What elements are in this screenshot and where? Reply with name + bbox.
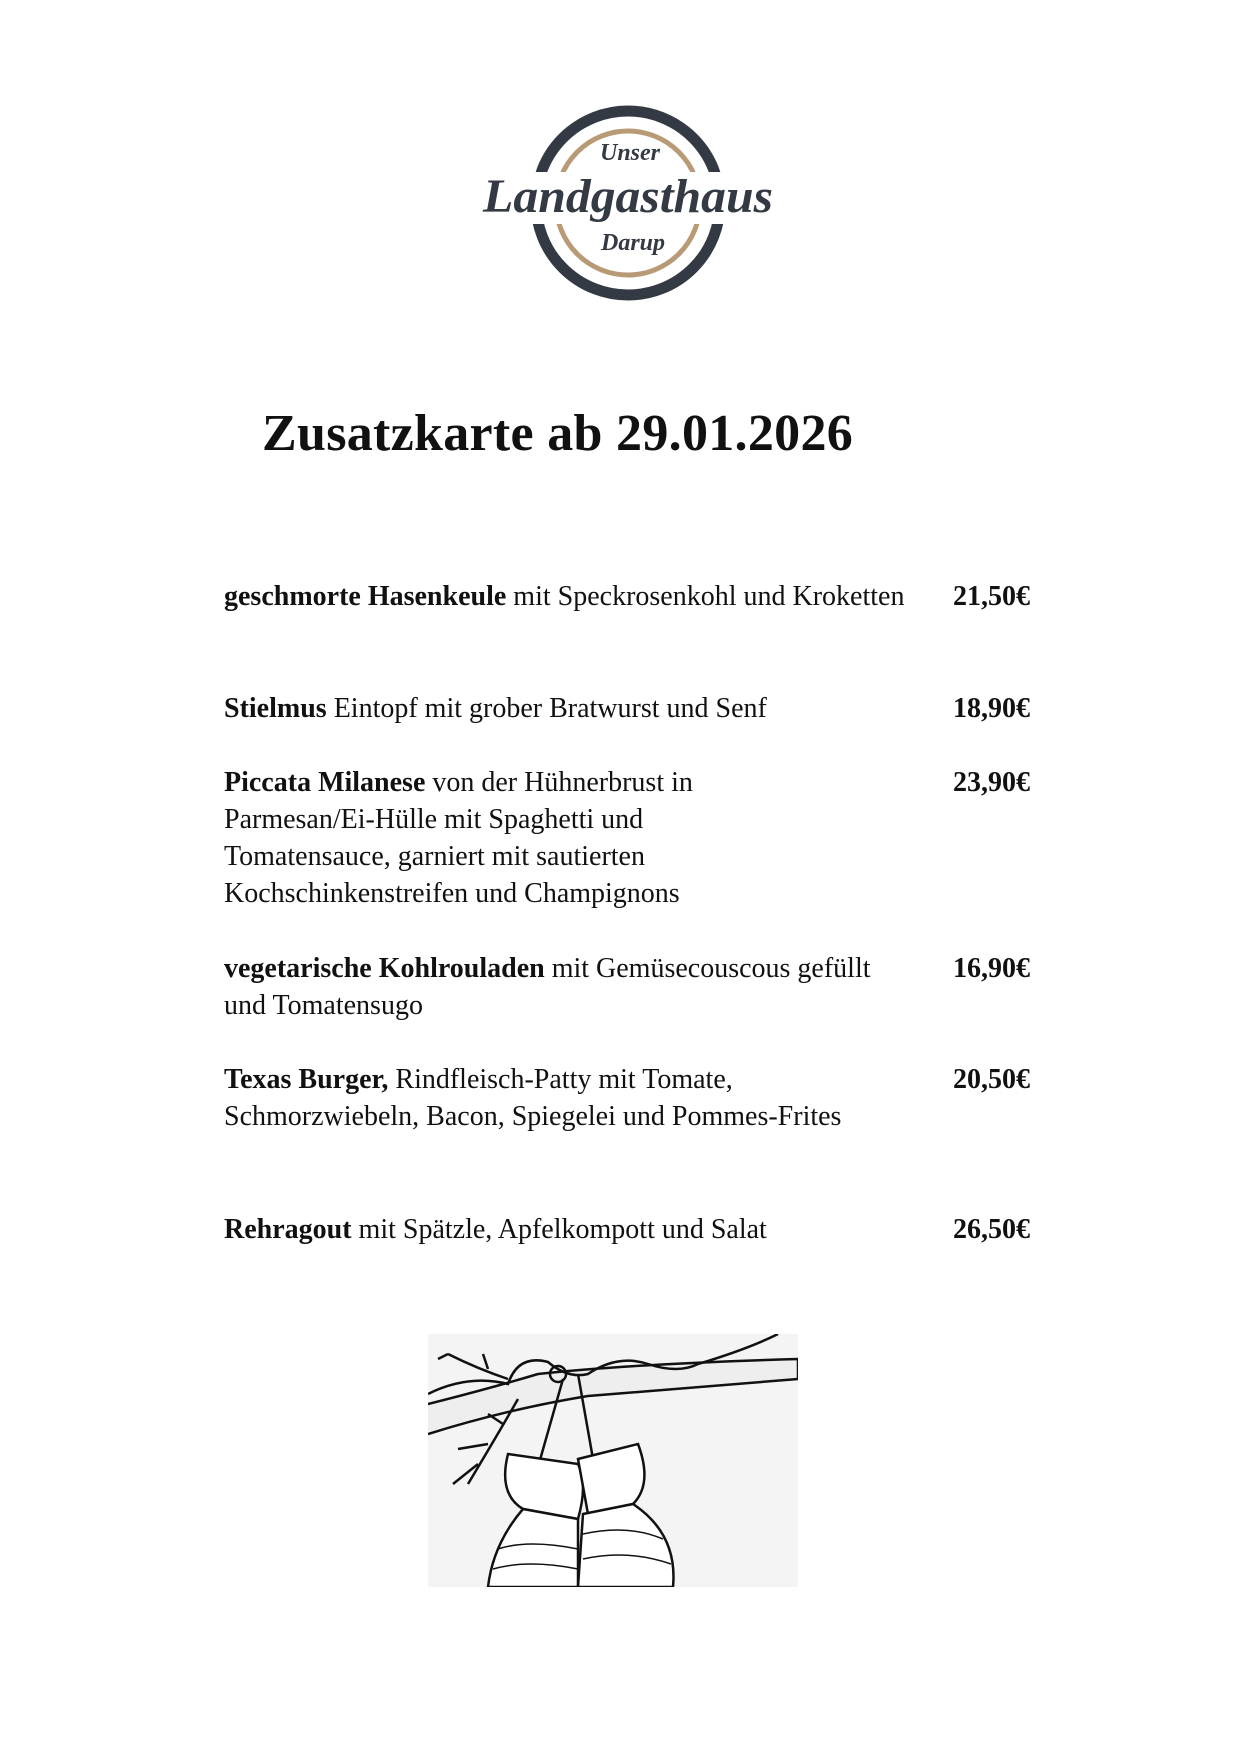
- dish-description: von der Hühnerbrust in Parmesan/Ei-Hülle mit Spaghetti und Tomatensauce, garniert mit sautierten Kochschinkenstreifen und Champignons: [224, 767, 693, 909]
- dish-name: Piccata Milanese: [224, 767, 426, 798]
- dish-name: Texas Burger,: [224, 1064, 389, 1095]
- menu-item: [224, 1211, 1030, 1248]
- svg-text:Darup: Darup: [600, 230, 666, 256]
- dish-price: 23,90€: [953, 767, 1030, 798]
- dish-price: 16,90€: [953, 953, 1030, 984]
- menu-item: [224, 1061, 1030, 1135]
- svg-text:Unser: Unser: [599, 140, 661, 166]
- svg-text:Landgasthaus: Landgasthaus: [481, 170, 773, 223]
- dish-description: Eintopf mit grober Bratwurst und Senf: [326, 693, 767, 724]
- dish-price: 18,90€: [953, 693, 1030, 724]
- dish-name: Rehragout: [224, 1214, 352, 1245]
- page-title: Zusatzkarte ab 29.01.2026: [262, 405, 854, 462]
- mittens-illustration: [428, 1334, 798, 1587]
- dish-price: 26,50€: [953, 1214, 1030, 1245]
- menu-item: [224, 690, 1030, 727]
- dish-name: Stielmus: [224, 693, 327, 724]
- dish-name: geschmorte Hasenkeule: [224, 581, 507, 612]
- menu-item: [224, 764, 1030, 912]
- dish-price: 21,50€: [953, 581, 1030, 612]
- restaurant-logo: [478, 102, 778, 304]
- dish-description: mit Spätzle, Apfelkompott und Salat: [351, 1214, 767, 1245]
- dish-name: vegetarische Kohlrouladen: [224, 953, 545, 984]
- dish-description: mit Gemüsecouscous gefüllt und Tomatensugo: [224, 953, 871, 1021]
- menu-item: [224, 950, 1030, 1024]
- dish-price: 20,50€: [953, 1064, 1030, 1095]
- dish-description: mit Speckrosenkohl und Kroketten: [506, 581, 905, 612]
- menu-item: [224, 578, 1030, 615]
- dish-description: Rindfleisch-Patty mit Tomate, Schmorzwiebeln, Bacon, Spiegelei und Pommes-Frites: [224, 1064, 842, 1132]
